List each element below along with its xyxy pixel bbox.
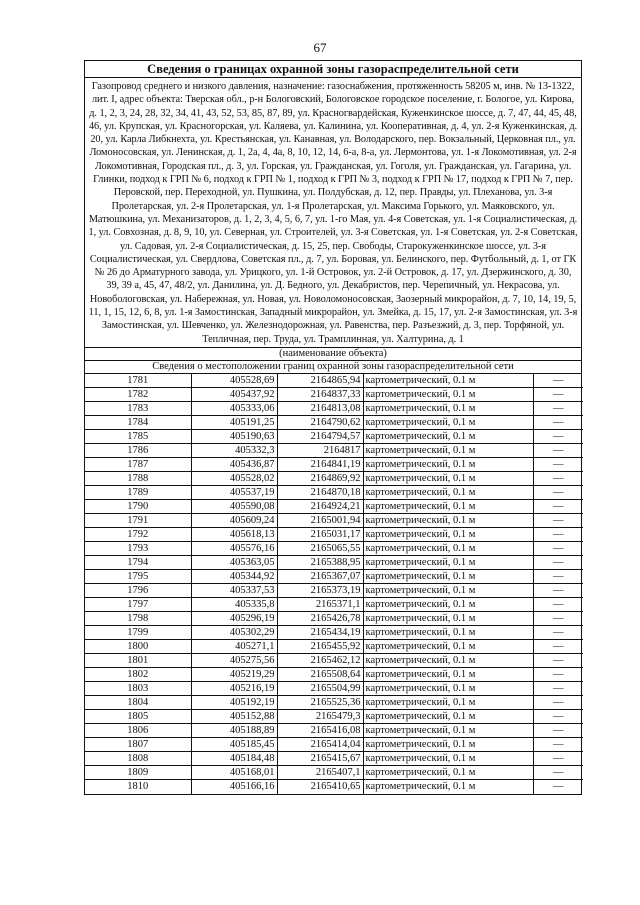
table-row (85, 528, 583, 542)
method-cell: картометрический, 0.1 м (363, 486, 533, 500)
note-cell: — (533, 570, 583, 584)
method-cell: картометрический, 0.1 м (363, 766, 533, 780)
coord-y-cell: 2165367,07 (277, 570, 363, 584)
point-number-cell: 1784 (85, 416, 191, 430)
coord-x-cell: 405191,25 (191, 416, 277, 430)
point-number-cell: 1808 (85, 752, 191, 766)
coord-y-cell: 2165434,19 (277, 626, 363, 640)
table-row (85, 570, 583, 584)
coord-x-cell: 405333,06 (191, 402, 277, 416)
point-number-cell: 1802 (85, 668, 191, 682)
coord-y-cell: 2165388,95 (277, 556, 363, 570)
method-cell: картометрический, 0.1 м (363, 584, 533, 598)
note-cell: — (533, 458, 583, 472)
point-number-cell: 1794 (85, 556, 191, 570)
coord-y-cell: 2165373,19 (277, 584, 363, 598)
table-row (85, 668, 583, 682)
coord-x-cell: 405363,05 (191, 556, 277, 570)
method-cell: картометрический, 0.1 м (363, 626, 533, 640)
method-cell: картометрический, 0.1 м (363, 780, 533, 794)
coord-y-cell: 2165407,1 (277, 766, 363, 780)
coord-y-cell: 2165416,08 (277, 724, 363, 738)
coord-x-cell: 405576,16 (191, 542, 277, 556)
coord-y-cell: 2165504,99 (277, 682, 363, 696)
point-number-cell: 1809 (85, 766, 191, 780)
coord-y-cell: 2164837,33 (277, 388, 363, 402)
coord-x-cell: 405166,16 (191, 780, 277, 794)
method-cell: картометрический, 0.1 м (363, 542, 533, 556)
method-cell: картометрический, 0.1 м (363, 528, 533, 542)
note-cell: — (533, 556, 583, 570)
point-number-cell: 1788 (85, 472, 191, 486)
table-row (85, 766, 583, 780)
note-cell: — (533, 738, 583, 752)
point-number-cell: 1790 (85, 500, 191, 514)
coord-x-cell: 405275,56 (191, 654, 277, 668)
coord-y-cell: 2164841,19 (277, 458, 363, 472)
coord-x-cell: 405216,19 (191, 682, 277, 696)
coord-x-cell: 405609,24 (191, 514, 277, 528)
coord-y-cell: 2165001,94 (277, 514, 363, 528)
method-cell: картометрический, 0.1 м (363, 430, 533, 444)
table-row (85, 752, 583, 766)
point-number-cell: 1810 (85, 780, 191, 794)
coord-x-cell: 405437,92 (191, 388, 277, 402)
note-cell: — (533, 696, 583, 710)
coord-x-cell: 405168,01 (191, 766, 277, 780)
coord-y-cell: 2165508,64 (277, 668, 363, 682)
method-cell: картометрический, 0.1 м (363, 472, 533, 486)
coord-x-cell: 405436,87 (191, 458, 277, 472)
coord-y-cell: 2165414,04 (277, 738, 363, 752)
note-cell: — (533, 444, 583, 458)
document-title: Сведения о границах охранной зоны газораспределительной сети (85, 61, 581, 78)
coord-y-cell: 2165455,92 (277, 640, 363, 654)
point-number-cell: 1786 (85, 444, 191, 458)
coord-y-cell: 2165479,3 (277, 710, 363, 724)
note-cell: — (533, 780, 583, 794)
coord-x-cell: 405618,13 (191, 528, 277, 542)
method-cell: картометрический, 0.1 м (363, 444, 533, 458)
point-number-cell: 1798 (85, 612, 191, 626)
note-cell: — (533, 542, 583, 556)
note-cell: — (533, 710, 583, 724)
table-row (85, 388, 583, 402)
coord-x-cell: 405296,19 (191, 612, 277, 626)
coord-y-cell: 2165065,55 (277, 542, 363, 556)
object-label: (наименование объекта) (85, 348, 581, 361)
coord-y-cell: 2164870,18 (277, 486, 363, 500)
coord-y-cell: 2165415,67 (277, 752, 363, 766)
coord-y-cell: 2165462,12 (277, 654, 363, 668)
point-number-cell: 1785 (85, 430, 191, 444)
note-cell: — (533, 388, 583, 402)
note-cell: — (533, 402, 583, 416)
point-number-cell: 1789 (85, 486, 191, 500)
coord-x-cell: 405184,48 (191, 752, 277, 766)
coord-y-cell: 2165031,17 (277, 528, 363, 542)
coord-y-cell: 2165525,36 (277, 696, 363, 710)
coordinates-table-body (85, 374, 583, 794)
coord-x-cell: 405332,3 (191, 444, 277, 458)
coord-x-cell: 405192,19 (191, 696, 277, 710)
method-cell: картометрический, 0.1 м (363, 752, 533, 766)
note-cell: — (533, 682, 583, 696)
coord-y-cell: 2165371,1 (277, 598, 363, 612)
point-number-cell: 1806 (85, 724, 191, 738)
table-row (85, 654, 583, 668)
coord-x-cell: 405185,45 (191, 738, 277, 752)
method-cell: картометрический, 0.1 м (363, 724, 533, 738)
method-cell: картометрический, 0.1 м (363, 738, 533, 752)
section-title: Сведения о местоположении границ охранной зоны газораспределительной сети (85, 361, 581, 374)
coord-x-cell: 405302,29 (191, 626, 277, 640)
point-number-cell: 1803 (85, 682, 191, 696)
coord-x-cell: 405190,63 (191, 430, 277, 444)
method-cell: картометрический, 0.1 м (363, 402, 533, 416)
note-cell: — (533, 640, 583, 654)
point-number-cell: 1800 (85, 640, 191, 654)
table-row (85, 696, 583, 710)
table-row (85, 500, 583, 514)
note-cell: — (533, 514, 583, 528)
coord-y-cell: 2164794,57 (277, 430, 363, 444)
point-number-cell: 1801 (85, 654, 191, 668)
coord-x-cell: 405271,1 (191, 640, 277, 654)
document-body (84, 60, 582, 795)
coord-x-cell: 405528,69 (191, 374, 277, 388)
note-cell: — (533, 486, 583, 500)
coord-y-cell: 2165426,78 (277, 612, 363, 626)
page-number: 67 (313, 40, 327, 55)
table-row (85, 556, 583, 570)
note-cell: — (533, 654, 583, 668)
coord-x-cell: 405337,53 (191, 584, 277, 598)
table-row (85, 444, 583, 458)
table-row (85, 514, 583, 528)
coord-y-cell: 2165410,65 (277, 780, 363, 794)
point-number-cell: 1781 (85, 374, 191, 388)
method-cell: картометрический, 0.1 м (363, 612, 533, 626)
point-number-cell: 1795 (85, 570, 191, 584)
coord-y-cell: 2164790,62 (277, 416, 363, 430)
point-number-cell: 1796 (85, 584, 191, 598)
point-number-cell: 1799 (85, 626, 191, 640)
coord-x-cell: 405152,88 (191, 710, 277, 724)
coord-x-cell: 405528,02 (191, 472, 277, 486)
coordinates-table (85, 374, 583, 794)
note-cell: — (533, 430, 583, 444)
point-number-cell: 1805 (85, 710, 191, 724)
table-row (85, 738, 583, 752)
note-cell: — (533, 416, 583, 430)
note-cell: — (533, 374, 583, 388)
method-cell: картометрический, 0.1 м (363, 682, 533, 696)
point-number-cell: 1804 (85, 696, 191, 710)
method-cell: картометрический, 0.1 м (363, 500, 533, 514)
note-cell: — (533, 500, 583, 514)
table-row (85, 612, 583, 626)
coord-x-cell: 405335,8 (191, 598, 277, 612)
table-row (85, 416, 583, 430)
object-description: Газопровод среднего и низкого давления, назначение: газоснабжения, протяженность 58205 м, инв. № 13-1322, лит. I, адрес объекта: Тверская обл., р-н Бологовский, Бологовское городское поселение, г. Бологое, ул. Кирова, д. 1, 2, 3, 24, 28, 32, 34, 41, 43, 52, 53, 85, 87, 89, ул. Красногвардейская, Куженкинское шоссе, д. 7, 47, 44, 45, 48, 46, ул. Крупская, ул. Красногорская, ул. Каляева, ул. Калинина, ул. Кооперативная, д. 4, ул. 2-я Куженкинская, д. 20, ул. Карла Либкнехта, ул. Крестьянская, ул. Канавная, ул. Володарского, пер. Вокзальный, Церковная пл., ул. Ломоносовская, ул. Ленинская, д. 1, 2а, 4, 4а, 8, 10, 12, 14, 6-а, 8-а, ул. Лермонтова, ул. 1-я Локомотивная, ул. 2-я Локомотивная, Городская пл., д. 3, ул. Горская, ул. Гражданская, ул. Гоголя, ул. Гражданская, ул. Гагарина, ул. Глинки, подход к ГРП № 6, подход к ГРП № 1, подход к ГРП № 3, подход к ГРП № 17, подход к ГРП № 7, пер. Перовской, пер. Переходной, ул. Пушкина, ул. Полдубская, д. 12, пер. Правды, ул. Плеханова, ул. 3-я Пролетарская, ул. 2-я Пролетарская, ул. 1-я Пролетарская, ул. Максима Горького, ул. Маяковского, ул. Матюшкина, ул. Механизаторов, д. 1, 2, 3, 4, 5, 6, 7, ул. 1-го Мая, ул. 4-я Советская, ул. 1-я Социалистическая, д. 1, ул. Совхозная, д. 8, 9, 10, ул. Северная, ул. Строителей, ул. 3-я Советская, ул. 1-я Советская, ул. 2-я Советская, ул. Садовая, ул. 2-я Социалистическая, д. 15, 25, пер. Свободы, Старокуженкинское шоссе, ул. 3-я Социалистическая, ул. Свердлова, Советская пл., д. 7, ул. Боровая, ул. Белинского, пер. Футбольный, д. 1, от ГК № 26 до Арматурного завода, ул. Урицкого, ул. 1-й Островок, ул. 2-й Островок, д. 17, ул. Дзержинского, д. 30, 39, 39 а, 45, 47, 48/2, ул. Данилина, ул. Д. Бедного, ул. Декабристов, пер. Черепичный, ул. Некрасова, ул. Новобологовская, ул. Набережная, ул. Новая, ул. Новоломоносовская, Заозерный микрорайон, д. 7, 10, 14, 19, 5, 11, 1, 15, 12, 6, 8, ул. 1-я Замостинская, Западный микрорайон, ул. Змейка, д. 15, 17, ул. 2-я Замостинская, ул. 3-я Замостинская, ул. Шевченко, ул. Железнодорожная, ул. Равенства, пер. Разъезжий, д. 3, пер. Торфяной, ул. Тепличная, пер. Труда, ул. Трамплинная, ул. Халтурина, д. 1 (85, 78, 581, 348)
note-cell: — (533, 598, 583, 612)
note-cell: — (533, 626, 583, 640)
point-number-cell: 1783 (85, 402, 191, 416)
method-cell: картометрический, 0.1 м (363, 668, 533, 682)
note-cell: — (533, 612, 583, 626)
table-row (85, 486, 583, 500)
coord-y-cell: 2164865,94 (277, 374, 363, 388)
method-cell: картометрический, 0.1 м (363, 416, 533, 430)
note-cell: — (533, 752, 583, 766)
note-cell: — (533, 766, 583, 780)
point-number-cell: 1782 (85, 388, 191, 402)
method-cell: картометрический, 0.1 м (363, 710, 533, 724)
point-number-cell: 1807 (85, 738, 191, 752)
note-cell: — (533, 584, 583, 598)
note-cell: — (533, 668, 583, 682)
coord-y-cell: 2164817 (277, 444, 363, 458)
method-cell: картометрический, 0.1 м (363, 696, 533, 710)
method-cell: картометрический, 0.1 м (363, 458, 533, 472)
method-cell: картометрический, 0.1 м (363, 374, 533, 388)
table-row (85, 724, 583, 738)
coord-y-cell: 2164869,92 (277, 472, 363, 486)
table-row (85, 626, 583, 640)
point-number-cell: 1797 (85, 598, 191, 612)
note-cell: — (533, 724, 583, 738)
table-row (85, 472, 583, 486)
table-row (85, 402, 583, 416)
method-cell: картометрический, 0.1 м (363, 514, 533, 528)
table-row (85, 682, 583, 696)
coord-y-cell: 2164924,21 (277, 500, 363, 514)
method-cell: картометрический, 0.1 м (363, 570, 533, 584)
table-row (85, 584, 583, 598)
method-cell: картометрический, 0.1 м (363, 556, 533, 570)
table-row (85, 374, 583, 388)
table-row (85, 458, 583, 472)
point-number-cell: 1787 (85, 458, 191, 472)
point-number-cell: 1792 (85, 528, 191, 542)
method-cell: картометрический, 0.1 м (363, 388, 533, 402)
table-row (85, 598, 583, 612)
coord-x-cell: 405188,89 (191, 724, 277, 738)
point-number-cell: 1791 (85, 514, 191, 528)
coord-x-cell: 405344,92 (191, 570, 277, 584)
table-row (85, 710, 583, 724)
table-row (85, 780, 583, 794)
coord-x-cell: 405590,08 (191, 500, 277, 514)
table-row (85, 640, 583, 654)
method-cell: картометрический, 0.1 м (363, 598, 533, 612)
note-cell: — (533, 472, 583, 486)
coord-x-cell: 405537,19 (191, 486, 277, 500)
method-cell: картометрический, 0.1 м (363, 654, 533, 668)
coord-x-cell: 405219,29 (191, 668, 277, 682)
coord-y-cell: 2164813,08 (277, 402, 363, 416)
table-row (85, 542, 583, 556)
note-cell: — (533, 528, 583, 542)
method-cell: картометрический, 0.1 м (363, 640, 533, 654)
table-row (85, 430, 583, 444)
point-number-cell: 1793 (85, 542, 191, 556)
